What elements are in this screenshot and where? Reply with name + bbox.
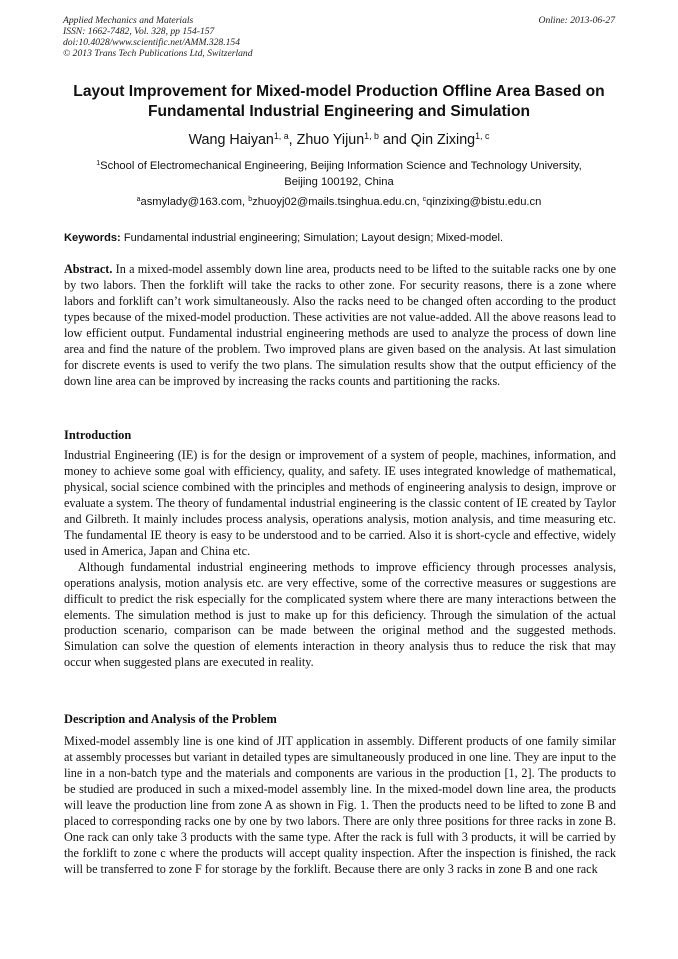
author-superscript: 1, b	[364, 131, 379, 142]
copyright-line: © 2013 Trans Tech Publications Ltd, Switzerland	[63, 48, 253, 59]
description-section	[64, 734, 616, 878]
author-list	[40, 131, 638, 149]
email-address: asmylady@163.com	[140, 196, 243, 208]
affiliation-superscript: 1	[96, 160, 101, 168]
author-superscript: 1, c	[475, 131, 490, 142]
affiliation	[58, 158, 620, 190]
email-address: zhuoyj02@mails.tsinghua.edu.cn	[252, 196, 417, 208]
author-name: Wang Haiyan	[188, 132, 274, 148]
abstract-label: Abstract.	[64, 262, 113, 276]
title-line-1: Layout Improvement for Mixed-model Production Offline Area Based on	[73, 83, 605, 100]
title-line-2: Fundamental Industrial Engineering and Simulation	[147, 103, 531, 120]
email-superscript: b	[248, 196, 253, 204]
introduction-paragraph-1: Industrial Engineering (IE) is for the design or improvement of a system of people, machines, information, and money to achieve some goal with efficiency, quality, and safety. IE uses integrated knowledge of mathematical, physical, social science combined with the principles and methods of engineering analysis to design, improve or evaluate a system. The theory of fundamental industrial engineering is the classic content of IE created by Taylor and Gilbreth. It mainly includes process analysis, operations analysis, motion analysis, and time measuring etc. The fundamental IE theory is easy to be understood and to be carried. Also it is short-cycle and effective, widely used in America, Japan and China etc.	[64, 448, 616, 558]
abstract	[64, 262, 616, 390]
keywords	[64, 231, 616, 245]
author-separator: and	[378, 132, 411, 148]
keywords-label: Keywords:	[64, 232, 121, 244]
description-paragraph-1: Mixed-model assembly line is one kind of JIT application in assembly. Different products of one family similar at assembly processes but variant in detailed types are simultaneously produced in one line. They are input to the line in a non-batch type and the materials and components are various in the production [1, 2]. The products to be studied are produced in such a mixed-model assembly line. In the mixed-model down line area, the products will leave the production line from zone A as shown in Fig. 1. Then the products need to be lifted to zone B and placed to corresponding racks one by one by two labors. There are only three positions for three racks in zone B. One rack can only take 3 products with the same type. After the rack is full with 3 products, it will be carried by the forklift to zone c where the products will accept quality inspection. After the inspection is finished, the rack will be transferred to zone F for storage by the forklift. Because there are only 3 racks in zone B and one rack	[64, 734, 616, 876]
doi-line: doi:10.4028/www.scientific.net/AMM.328.154	[63, 37, 241, 48]
paper-title	[50, 82, 628, 122]
issn-line: ISSN: 1662-7482, Vol. 328, pp 154-157	[63, 26, 215, 37]
affiliation-line-2: Beijing 100192, China	[284, 176, 394, 188]
journal-header	[63, 15, 615, 59]
introduction-paragraph-2: Although fundamental industrial engineering methods to improve efficiency through processes analysis, operations analysis, motion analysis etc. are very effective, some of the corrective measures or suggestions are difficult to predict the risk especially for the complicated system where there are many interactions between the elements. The simulation method is just to make up for this deficiency. Through the simulation of the actual production scenario, comparison can be made between the original method and the suggested methods. Simulation can solve the question of elements interaction in theory analysis thus to reduce the risk that may occur when suggested plans are executed in reality.	[64, 559, 616, 670]
email-address: qinzixing@bistu.edu.cn	[426, 196, 542, 208]
introduction-section	[64, 448, 616, 671]
author-separator: ,	[288, 132, 297, 148]
description-heading: Description and Analysis of the Problem	[64, 712, 277, 726]
email-separator: ,	[242, 196, 249, 208]
email-superscript: a	[136, 196, 141, 204]
introduction-heading: Introduction	[64, 428, 132, 442]
affiliation-line-1: School of Electromechanical Engineering, Beijing Information Science and Technology University,	[100, 160, 582, 172]
journal-name: Applied Mechanics and Materials	[63, 15, 194, 26]
keywords-text: Fundamental industrial engineering; Simulation; Layout design; Mixed-model.	[123, 232, 504, 244]
email-list	[40, 195, 638, 209]
email-separator: ,	[416, 196, 423, 208]
email-superscript: c	[422, 196, 427, 204]
online-date: Online: 2013-06-27	[538, 15, 615, 26]
author-superscript: 1, a	[273, 131, 289, 142]
author-name: Qin Zixing	[410, 132, 476, 148]
author-name: Zhuo Yijun	[296, 132, 365, 148]
abstract-text: In a mixed-model assembly down line area, products need to be lifted to the suitable racks one by one by two labors. Then the forklift will take the racks to other zone. For security reasons, there is a zone where labors and forklift can’t work simultaneously. Also the racks need to be changed often according to the product types because of the mixed-model production. These activities are not value-added. All the above reasons lead to low efficient output. Fundamental industrial engineering methods are used to analyze the process of down line area and find the nature of the problem. Two improved plans are given based on the analysis. At last simulation for discrete events is used to verify the two plans. The simulation results show that the output efficiency of the down line area can be improved by increasing the racks counts and partitioning the racks.	[64, 262, 616, 388]
